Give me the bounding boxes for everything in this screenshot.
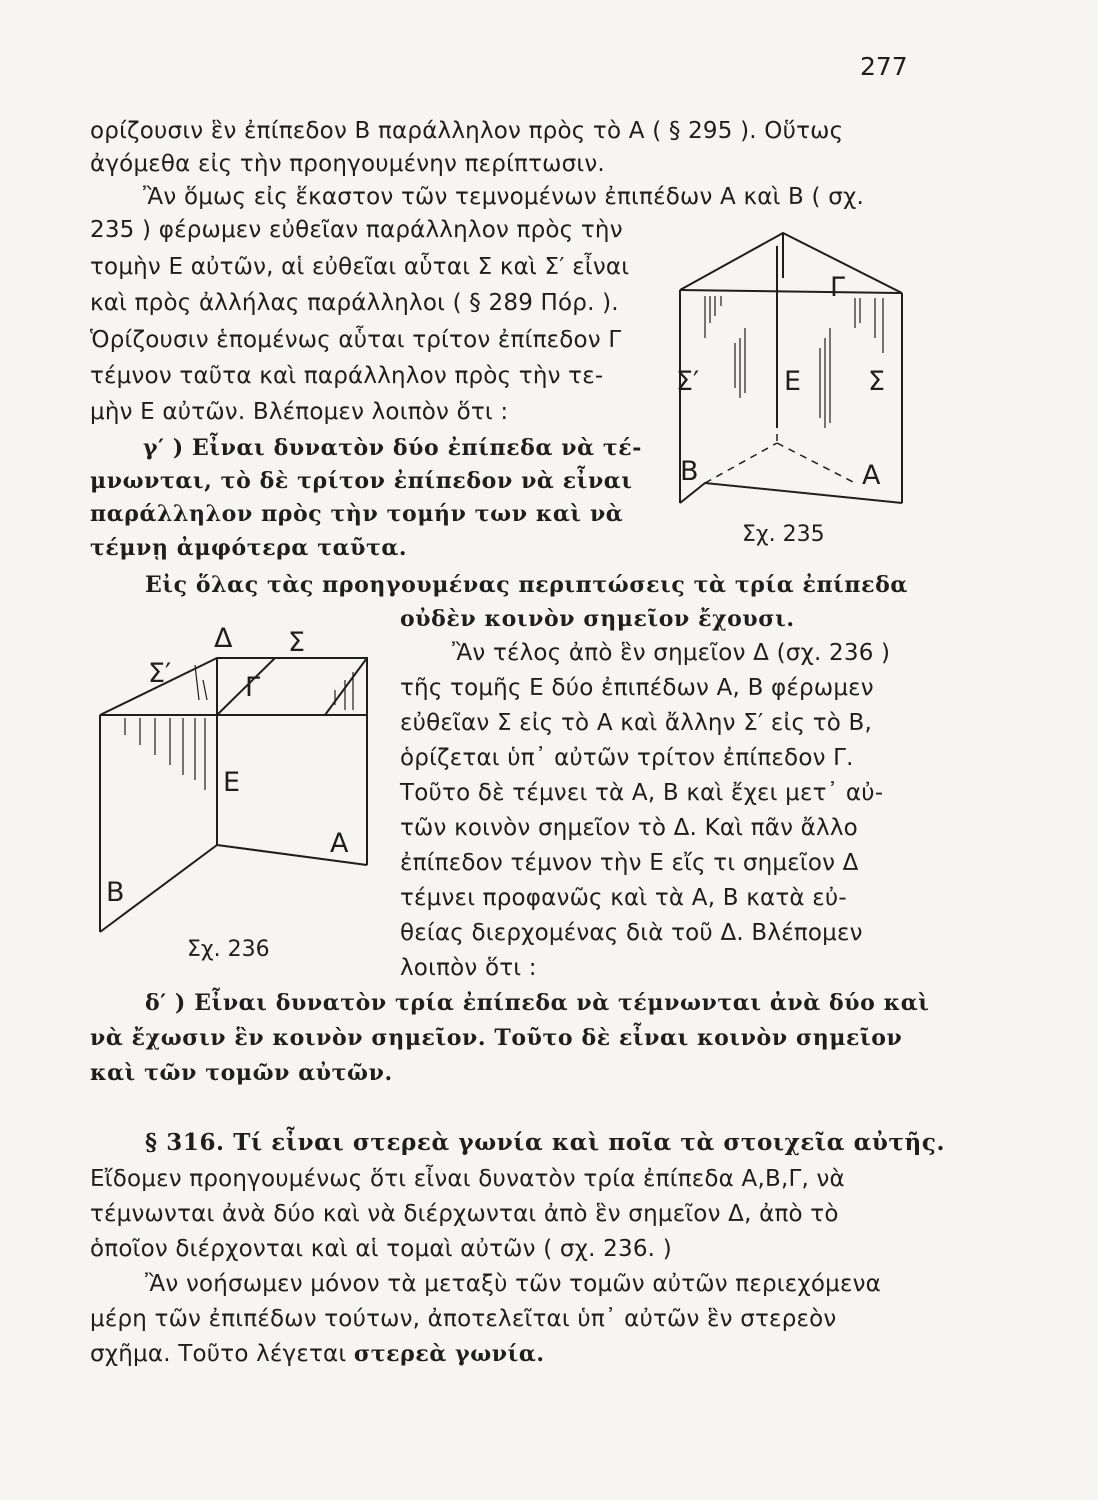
text-line: Ἂν τέλος ἀπὸ ἓν σημεῖον Δ (σχ. 236 ) — [452, 640, 891, 666]
fig235-label-alpha: Α — [862, 460, 881, 491]
fig236-label-alpha: Α — [330, 828, 349, 859]
text-line: τέμνωνται ἀνὰ δύο καὶ νὰ διέρχωνται ἀπὸ ἓν σημεῖον Δ, ἀπὸ τὸ — [90, 1201, 839, 1227]
text-line-bold: οὐδὲν κοινὸν σημεῖον ἔχουσι. — [400, 606, 795, 632]
text-line: ὁρίζεται ὑπ᾽ αὐτῶν τρίτον ἐπίπεδον Γ. — [400, 745, 854, 771]
text-line-bold: τέμνῃ ἀμφότερα ταῦτα. — [90, 535, 408, 561]
text-line-bold: μνωνται, τὸ δὲ τρίτον ἐπίπεδον νὰ εἶναι — [90, 468, 633, 494]
text-line: 235 ) φέρωμεν εὐθεῖαν παράλληλον πρὸς τὴν — [90, 217, 623, 243]
text-line-bold: νὰ ἔχωσιν ἓν κοινὸν σημεῖον. Τοῦτο δὲ εἶναι κοινὸν σημεῖον — [90, 1025, 903, 1051]
text-line: Ἂν ὅμως εἰς ἕκαστον τῶν τεμνομένων ἐπιπέδων Α καὶ Β ( σχ. — [143, 184, 865, 210]
text-line: τέμνον ταῦτα καὶ παράλληλον πρὸς τὴν τε- — [90, 363, 604, 389]
text-line: τέμνει προφανῶς καὶ τὰ Α, Β κατὰ εὐ- — [400, 885, 847, 911]
text-line: τομὴν Ε αὐτῶν, αἱ εὐθεῖαι αὗται Σ καὶ Σ′ εἶναι — [90, 254, 630, 280]
page-number: 277 — [860, 52, 908, 81]
text-line: Ὁρίζουσιν ἑπομένως αὗται τρίτον ἐπίπεδον Γ — [90, 327, 622, 353]
text-line-bold: δ′ ) Εἶναι δυνατὸν τρία ἐπίπεδα νὰ τέμνωνται ἀνὰ δύο καὶ — [145, 990, 930, 1016]
section-heading: § 316. Τί εἶναι στερεὰ γωνία καὶ ποῖα τὰ στοιχεῖα αὐτῆς. — [145, 1129, 946, 1156]
text-fragment: σχῆμα. Τοῦτο λέγεται — [90, 1341, 347, 1367]
fig236-label-beta: Β — [106, 877, 125, 908]
fig236-label-sigma-prime: Σ′ — [148, 658, 172, 689]
fig236-label-sigma: Σ — [288, 627, 306, 658]
text-line: ὁποῖον διέρχονται καὶ αἱ τομαὶ αὐτῶν ( σχ. 236. ) — [90, 1236, 672, 1262]
text-line: Τοῦτο δὲ τέμνει τὰ Α, Β καὶ ἔχει μετ᾽ αὐ- — [400, 780, 884, 806]
text-line-bold: Εἰς ὅλας τὰς προηγουμένας περιπτώσεις τὰ τρία ἐπίπεδα — [145, 572, 908, 598]
text-line-bold: παράλληλον πρὸς τὴν τομήν των καὶ νὰ — [90, 501, 624, 527]
fig236-label-epsilon: Ε — [223, 767, 241, 798]
fig236-label-delta: Δ — [214, 623, 233, 654]
text-line: τῆς τομῆς Ε δύο ἐπιπέδων Α, Β φέρωμεν — [400, 675, 874, 701]
text-line — [90, 1339, 545, 1369]
fig235-label-epsilon: Ε — [784, 366, 802, 397]
text-line: ορίζουσιν ἓν ἐπίπεδον Β παράλληλον πρὸς τὸ Α ( § 295 ). Οὕτως — [90, 118, 844, 144]
fig235-label-sigma-prime: Σ′ — [676, 366, 700, 397]
fig236-label-gamma: Γ — [245, 672, 261, 703]
fig235-label-gamma: Γ — [830, 272, 846, 303]
figure-236-caption: Σχ. 236 — [187, 937, 270, 962]
text-line: ἀγόμεθα εἰς τὴν προηγουμένην περίπτωσιν. — [90, 151, 605, 177]
text-line-bold: καὶ τῶν τομῶν αὐτῶν. — [90, 1060, 393, 1086]
text-line: λοιπὸν ὅτι : — [400, 955, 537, 981]
text-line: Εἴδομεν προηγουμένως ὅτι εἶναι δυνατὸν τρία ἐπίπεδα Α,Β,Γ, νὰ — [90, 1166, 845, 1192]
text-line: τῶν κοινὸν σημεῖον τὸ Δ. Καὶ πᾶν ἄλλο — [400, 815, 858, 841]
fig235-label-beta: Β — [680, 456, 699, 487]
text-line: εὐθεῖαν Σ εἰς τὸ Α καὶ ἄλλην Σ′ εἰς τὸ Β, — [400, 710, 873, 736]
term-bold: στερεὰ γωνία. — [353, 1341, 545, 1367]
text-line: Ἂν νοήσωμεν μόνον τὰ μεταξὺ τῶν τομῶν αὐτῶν περιεχόμενα — [145, 1271, 882, 1297]
text-line-bold: γ′ ) Εἶναι δυνατὸν δύο ἐπίπεδα νὰ τέ- — [143, 435, 642, 461]
fig235-label-sigma: Σ — [868, 366, 886, 397]
text-line: θείας διερχομένας διὰ τοῦ Δ. Βλέπομεν — [400, 920, 863, 946]
text-line: μὴν Ε αὐτῶν. Βλέπομεν λοιπὸν ὅτι : — [90, 399, 509, 425]
text-line: μέρη τῶν ἐπιπέδων τούτων, ἀποτελεῖται ὑπ᾽ αὐτῶν ἓν στερεὸν — [90, 1306, 837, 1332]
text-line: καὶ πρὸς ἀλλήλας παράλληλοι ( § 289 Πόρ. ). — [90, 290, 619, 316]
text-line: ἐπίπεδον τέμνον τὴν Ε εἴς τι σημεῖον Δ — [400, 850, 859, 876]
figure-235-caption: Σχ. 235 — [742, 522, 825, 547]
